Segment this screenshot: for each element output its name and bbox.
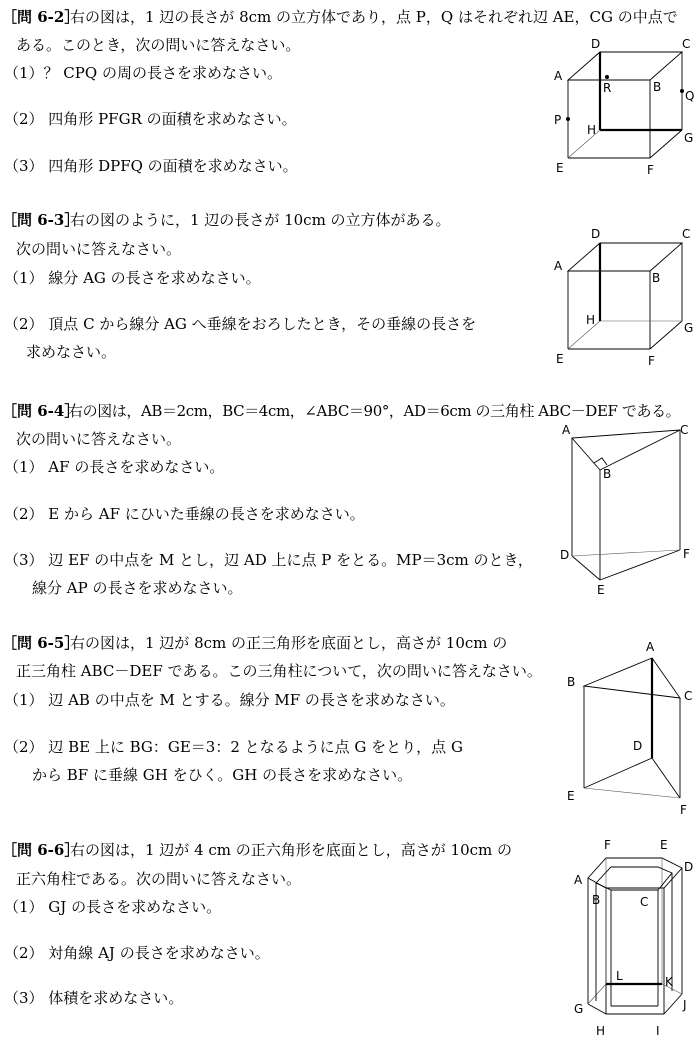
- label-d: D: [591, 37, 601, 51]
- label-f: F: [604, 838, 611, 852]
- triangular-prism-figure: [560, 636, 700, 816]
- label-d: D: [684, 860, 694, 874]
- point-p-dot: [566, 117, 570, 121]
- label-r: R: [603, 81, 612, 95]
- label-b: B: [652, 271, 661, 285]
- label-d: D: [633, 739, 643, 753]
- problem-heading: ［問 6-3］: [2, 211, 80, 229]
- label-h: H: [587, 123, 597, 137]
- question-continued: 線分 AP の長さを求めなさい。: [32, 579, 243, 597]
- problem-heading: ［問 6-5］: [2, 634, 80, 652]
- label-l: L: [616, 969, 623, 983]
- problem-6-2: [0, 0, 700, 190]
- question: （2） 四角形 PFGR の面積を求めなさい。: [4, 110, 297, 128]
- problem-intro-line: 次の問いに答えなさい。: [16, 240, 182, 258]
- label-q: Q: [685, 89, 695, 103]
- label-c: C: [682, 37, 691, 51]
- question: （2） 辺 BE 上に BG：GE＝3：2 となるように点 G をとり，点 G: [4, 738, 463, 756]
- label-g: G: [574, 1002, 584, 1016]
- question: （1） 辺 AB の中点を M とする。線分 MF の長さを求めなさい。: [4, 691, 455, 709]
- question: （1） 線分 AG の長さを求めなさい。: [4, 269, 261, 287]
- question: （3） 体積を求めなさい。: [4, 989, 184, 1007]
- label-d: D: [591, 227, 601, 241]
- label-a: A: [574, 873, 583, 887]
- problem-heading: ［問 6-4］: [2, 402, 80, 420]
- problem-intro-line: 右の図は，AB＝2cm，BC＝4cm，∠ABC＝90°，AD＝6cm の三角柱 ABC－DEF である。: [68, 402, 681, 420]
- label-c: C: [682, 227, 691, 241]
- question-continued: から BF に垂線 GH をひく。GH の長さを求めなさい。: [32, 766, 413, 784]
- label-a: A: [646, 640, 655, 654]
- label-i: I: [656, 1024, 660, 1038]
- label-e: E: [556, 161, 564, 175]
- problem-6-4: [0, 400, 700, 600]
- problem-intro-line: 正三角柱 ABC－DEF である。この三角柱について，次の問いに答えなさい。: [16, 662, 542, 680]
- label-b: B: [603, 467, 612, 481]
- label-c: C: [680, 423, 689, 437]
- problem-intro-line: ある。このとき，次の問いに答えなさい。: [16, 36, 301, 54]
- label-j: J: [683, 998, 687, 1012]
- point-r-dot: [605, 75, 609, 79]
- label-b: B: [567, 675, 576, 689]
- label-g: G: [684, 131, 694, 145]
- problem-intro-line: 次の問いに答えなさい。: [16, 430, 182, 448]
- label-f: F: [647, 163, 654, 177]
- question-continued: 求めなさい。: [26, 343, 117, 361]
- label-g: G: [684, 321, 694, 335]
- problem-intro-line: 右の図は，1 辺の長さが 8cm の立方体であり，点 P，Q はそれぞれ辺 AE，CG の中点で: [70, 8, 678, 26]
- label-f: F: [683, 547, 690, 561]
- question: （2） 頂点 C から線分 AG へ垂線をおろしたとき，その垂線の長さを: [4, 315, 477, 333]
- label-f: F: [648, 354, 655, 368]
- question: （3） 辺 EF の中点を M とし，辺 AD 上に点 P をとる。MP＝3cm のとき，: [4, 551, 533, 569]
- question: （2） E から AF にひいた垂線の長さを求めなさい。: [4, 505, 365, 523]
- label-h: H: [596, 1024, 606, 1038]
- point-q-dot: [680, 89, 684, 93]
- problem-heading: ［問 6-6］: [2, 841, 80, 859]
- label-b: B: [592, 893, 601, 907]
- problem-intro-line: 右の図は，1 辺が 4 cm の正六角形を底面とし，高さが 10cm の: [70, 841, 513, 859]
- question: （1） GJ の長さを求めなさい。: [4, 898, 222, 916]
- label-e: E: [597, 583, 605, 597]
- label-c: C: [640, 895, 649, 909]
- label-e: E: [660, 838, 668, 852]
- cube-figure: [540, 34, 700, 180]
- label-c: C: [684, 689, 693, 703]
- label-h: H: [586, 313, 596, 327]
- question: （3） 四角形 DPFQ の面積を求めなさい。: [4, 157, 298, 175]
- problem-intro-line: 右の図は，1 辺が 8cm の正三角形を底面とし，高さが 10cm の: [70, 634, 508, 652]
- label-b: B: [653, 80, 662, 94]
- question: （1） AF の長さを求めなさい。: [4, 458, 225, 476]
- label-k: K: [665, 975, 673, 989]
- label-e: E: [567, 789, 575, 803]
- problem-6-6: [0, 834, 700, 1041]
- label-d: D: [560, 548, 570, 562]
- question: （1）？ CPQ の周の長さを求めなさい。: [4, 64, 282, 82]
- label-a: A: [554, 259, 563, 273]
- cube-figure: [540, 227, 700, 373]
- label-a: A: [562, 423, 571, 437]
- triangular-prism-figure: [550, 422, 700, 598]
- label-p: P: [554, 113, 562, 127]
- label-a: A: [554, 69, 563, 83]
- problem-6-5: [0, 628, 700, 818]
- problem-intro-line: 正六角柱である。次の問いに答えなさい。: [16, 870, 302, 888]
- label-f: F: [680, 803, 687, 817]
- hexagonal-prism-figure: [566, 836, 700, 1041]
- label-e: E: [556, 352, 564, 366]
- problem-heading: ［問 6-2］: [2, 8, 80, 26]
- question: （2） 対角線 AJ の長さを求めなさい。: [4, 944, 270, 962]
- problem-intro-line: 右の図のように，1 辺の長さが 10cm の立方体がある。: [70, 211, 451, 229]
- problem-6-3: [0, 205, 700, 380]
